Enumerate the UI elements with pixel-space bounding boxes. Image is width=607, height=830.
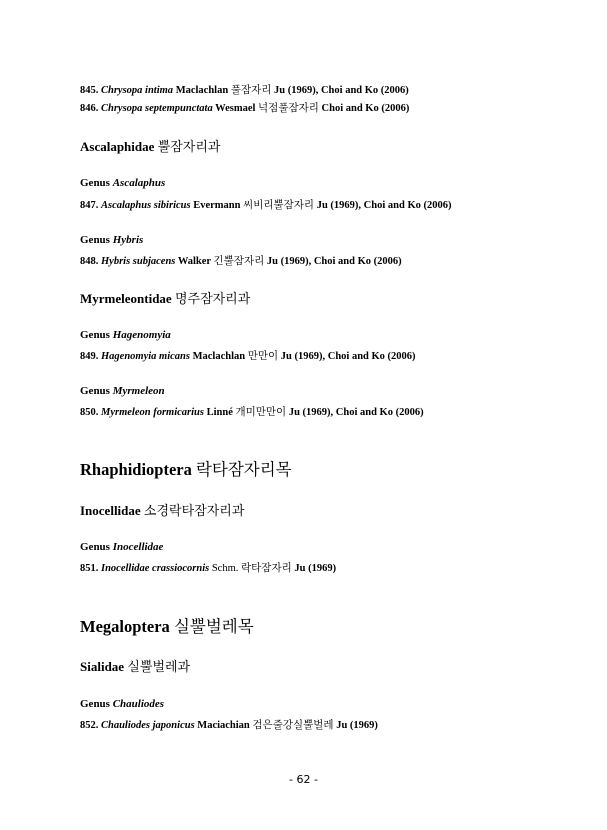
family-korean: 명주잠자리과: [174, 292, 251, 307]
page-number: - 62 -: [289, 773, 318, 786]
genus-name: Myrmeleon: [112, 385, 165, 397]
family-heading-inocellidae: [80, 500, 244, 519]
references: Ju (1969), Choi and Ko (2006): [280, 351, 416, 362]
family-latin: Inocellidae: [80, 503, 141, 518]
genus-name: Hagenomyia: [112, 329, 171, 341]
korean-name: 넉점풀잠자리: [258, 102, 319, 114]
genus-label: Genus: [80, 234, 110, 246]
entry-number: 847.: [80, 200, 99, 211]
entry-number: 848.: [80, 256, 99, 267]
order-korean: 실뿔벌레목: [173, 617, 254, 636]
genus-name: Inocellidae: [112, 541, 164, 553]
family-latin: Ascalaphidae: [80, 139, 155, 154]
entry-number: 850.: [80, 407, 99, 418]
family-heading-ascalaphidae: [80, 136, 220, 155]
family-korean: 뿔잠자리과: [157, 140, 221, 155]
species-author: Evermann: [193, 200, 241, 211]
order-heading-megaloptera: [80, 613, 254, 637]
species-entry-850: [80, 404, 424, 419]
genus-heading-hybris: [80, 234, 143, 246]
species-author: Schm.: [211, 563, 239, 574]
korean-name: 긴뿔잠자리: [213, 255, 265, 267]
references: Ju (1969), Choi and Ko (2006): [288, 407, 424, 418]
genus-name: Hybris: [112, 234, 144, 246]
genus-label: Genus: [80, 329, 110, 341]
entry-number: 851.: [80, 563, 99, 574]
family-korean: 실뿔벌레과: [127, 660, 191, 675]
korean-name: 검은줄강실뿔벌레: [252, 719, 334, 731]
species-name: Ascalaphus sibiricus: [101, 200, 191, 211]
species-name: Inocellidae crassiocornis: [101, 563, 210, 574]
species-name: Chrysopa intima: [101, 85, 174, 96]
order-latin: Rhaphidioptera: [80, 460, 192, 479]
species-author: Wesmael: [215, 103, 256, 114]
family-heading-myrmeleontidae: [80, 288, 250, 307]
genus-name: Chauliodes: [112, 698, 165, 710]
species-author: Maciachian: [197, 720, 250, 731]
species-entry-851: [80, 560, 336, 575]
entry-number: 846.: [80, 103, 99, 114]
references: Ju (1969), Choi and Ko (2006): [274, 85, 409, 96]
species-entry-849: [80, 348, 416, 363]
family-latin: Sialidae: [80, 659, 125, 674]
entry-number: 845.: [80, 85, 99, 96]
references: Ju (1969), Choi and Ko (2006): [316, 200, 452, 211]
family-korean: 소경락타잠자리과: [143, 504, 245, 519]
genus-label: Genus: [80, 177, 110, 189]
korean-name: 씨비리뿔잠자리: [243, 199, 315, 211]
order-latin: Megaloptera: [80, 617, 170, 636]
species-entry-848: [80, 253, 402, 268]
species-name: Myrmeleon formicarius: [101, 407, 204, 418]
genus-name: Ascalaphus: [112, 177, 166, 189]
entry-number: 852.: [80, 720, 99, 731]
order-korean: 락타잠자리목: [195, 460, 292, 479]
korean-name: 락타잠자리: [241, 562, 292, 574]
species-author: Maclachlan: [192, 351, 246, 362]
korean-name: 만만이: [247, 350, 279, 362]
genus-label: Genus: [80, 698, 110, 710]
references: Ju (1969): [294, 563, 337, 574]
genus-heading-chauliodes: [80, 698, 164, 710]
species-entry-846: [80, 100, 409, 115]
species-name: Hagenomyia micans: [101, 351, 190, 362]
species-entry-845: [80, 82, 409, 97]
entry-number: 849.: [80, 351, 99, 362]
species-author: Walker: [177, 256, 211, 267]
genus-heading-ascalaphus: [80, 177, 165, 189]
genus-heading-myrmeleon: [80, 385, 165, 397]
species-name: Hybris subjacens: [101, 256, 176, 267]
species-author: Linné: [206, 407, 233, 418]
genus-label: Genus: [80, 541, 110, 553]
korean-name: 개미만만이: [235, 406, 287, 418]
references: Choi and Ko (2006): [321, 103, 410, 114]
family-heading-sialidae: [80, 656, 190, 675]
genus-heading-hagenomyia: [80, 329, 171, 341]
references: Ju (1969), Choi and Ko (2006): [266, 256, 402, 267]
order-heading-rhaphidioptera: [80, 456, 292, 480]
species-author: Maclachlan: [175, 85, 229, 96]
species-name: Chauliodes japonicus: [101, 720, 195, 731]
species-name: Chrysopa septempunctata: [101, 103, 213, 114]
species-entry-852: [80, 717, 378, 732]
species-entry-847: [80, 197, 451, 212]
korean-name: 풀잠자리: [230, 84, 272, 96]
genus-heading-inocellidae: [80, 541, 163, 553]
family-latin: Myrmeleontidae: [80, 291, 172, 306]
genus-label: Genus: [80, 385, 110, 397]
references: Ju (1969): [336, 720, 378, 731]
